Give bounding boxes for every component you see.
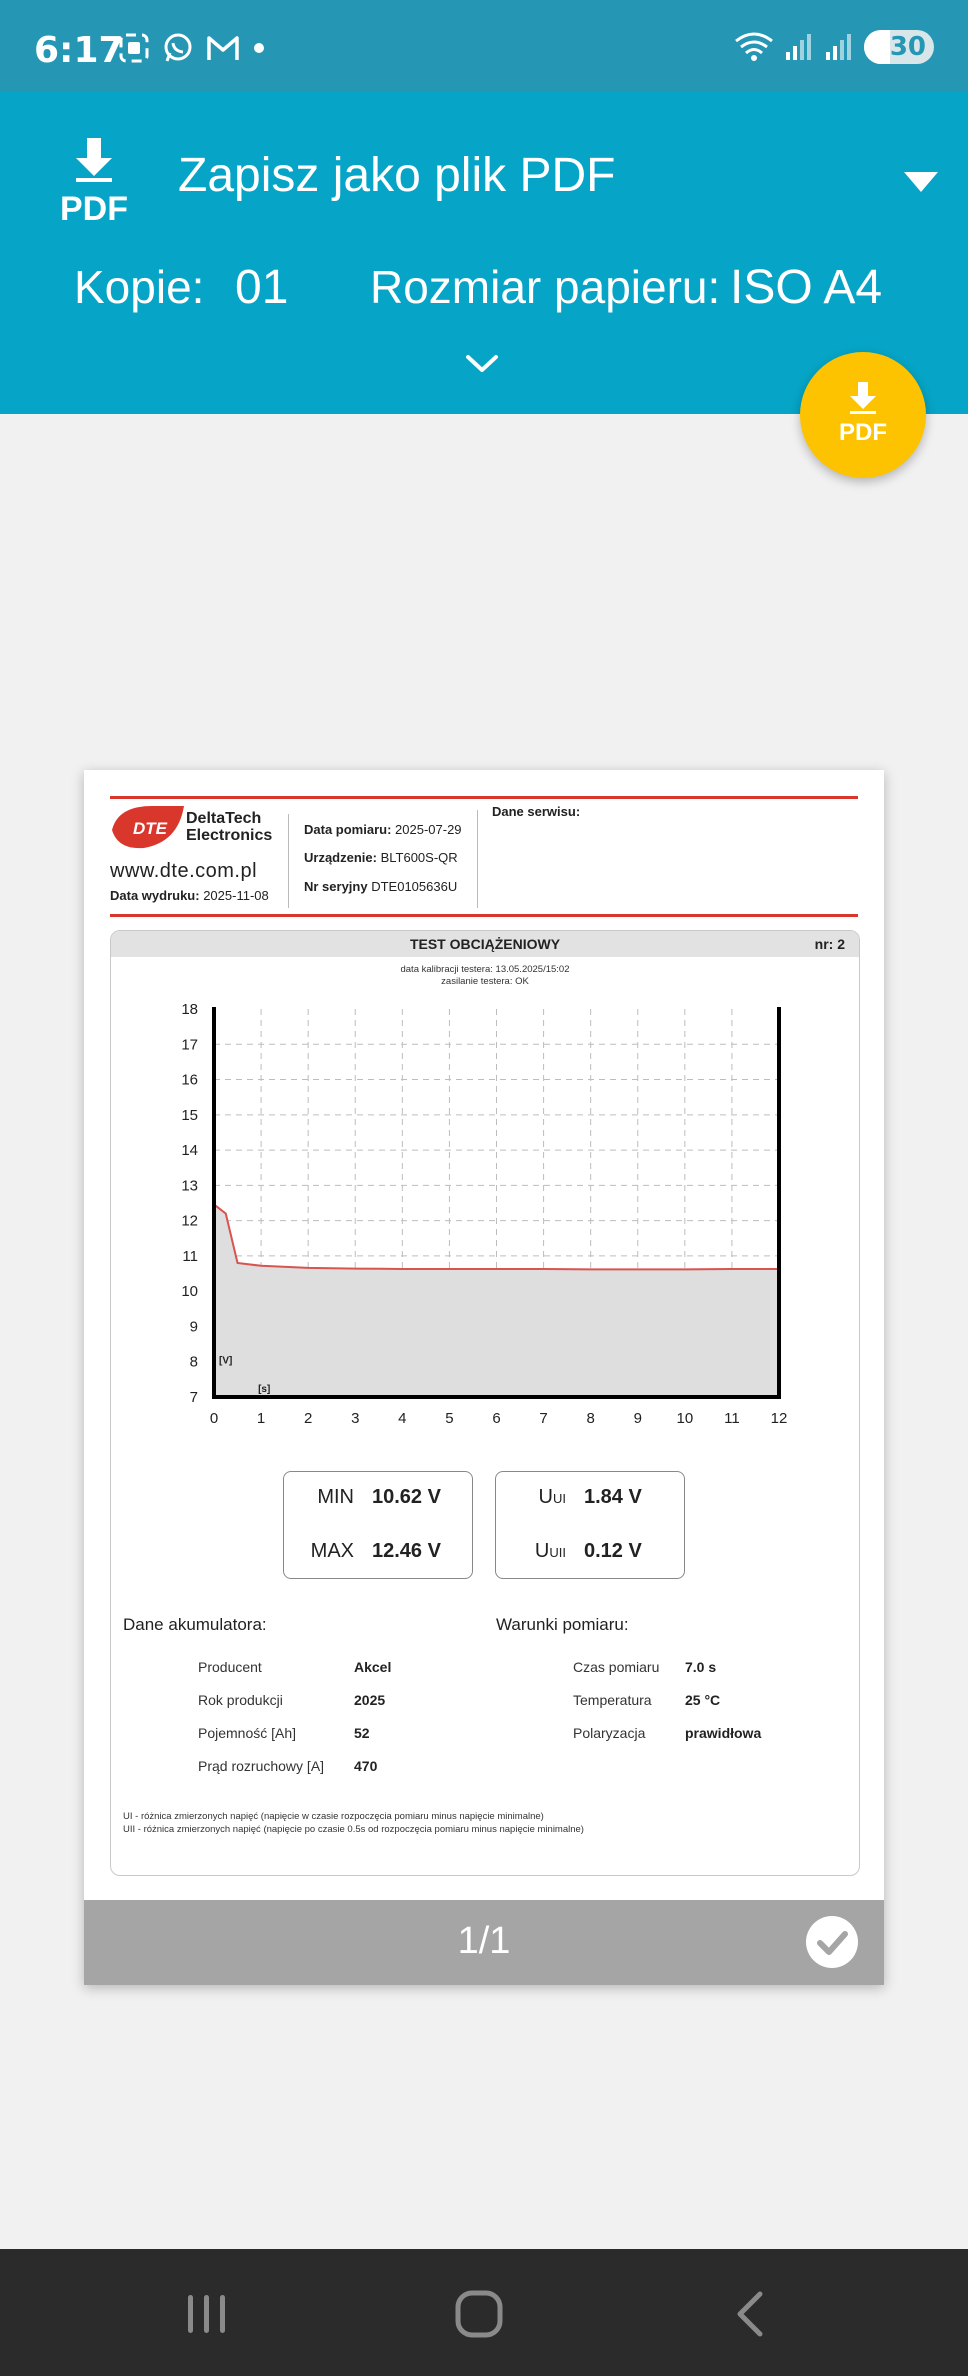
battery-field-row xyxy=(198,1725,498,1745)
battery-field-value: Akcel xyxy=(354,1659,392,1675)
load-test-panel xyxy=(110,930,860,1876)
series-line xyxy=(214,1204,779,1269)
uii-label: UUII xyxy=(534,1540,566,1562)
battery-field-row xyxy=(198,1758,498,1778)
x-tick-label: 10 xyxy=(676,1410,694,1427)
y-tick-label: 13 xyxy=(181,1177,198,1195)
y-tick-label: 17 xyxy=(181,1036,198,1054)
voltage-diff-box xyxy=(495,1471,685,1579)
page-preview[interactable] xyxy=(84,770,884,1985)
x-tick-label: 3 xyxy=(351,1410,360,1427)
y-tick-label: 14 xyxy=(181,1142,198,1160)
paper-size-label: Rozmiar papieru: xyxy=(370,261,721,313)
dot-icon xyxy=(252,41,266,55)
issue-date-label: Data wydruku: xyxy=(110,888,200,903)
condition-field-value: prawidłowa xyxy=(685,1725,762,1741)
expand-chevron-icon[interactable] xyxy=(465,354,499,374)
uii-subscript: UII xyxy=(549,1545,566,1560)
screenshot-icon xyxy=(118,32,150,64)
device xyxy=(304,850,458,865)
home-icon[interactable] xyxy=(454,2289,504,2339)
condition-field-row xyxy=(573,1692,860,1712)
logo-badge: DTE xyxy=(133,819,167,838)
x-tick-label: 0 xyxy=(209,1410,219,1427)
device-value: BLT600S-QR xyxy=(380,850,458,865)
navigation-bar xyxy=(0,2249,968,2376)
footnote-uii: UII - różnica zmierzonych napięć (napięcie po czasie 0.5s od rozpoczęcia pomiaru minus napięcie minimalne) xyxy=(123,1824,584,1835)
condition-field-key: Temperatura xyxy=(573,1692,652,1708)
gmail-icon xyxy=(206,34,240,62)
copies-value[interactable]: 01 xyxy=(235,261,289,314)
y-tick-label: 10 xyxy=(181,1283,198,1301)
x-tick-label: 2 xyxy=(303,1410,313,1427)
status-bar xyxy=(0,0,968,92)
save-pdf-button[interactable] xyxy=(800,352,926,478)
page-select-check[interactable] xyxy=(806,1916,858,1968)
conditions-title: Warunki pomiaru: xyxy=(496,1615,629,1634)
battery-field-row xyxy=(198,1659,498,1679)
dte-logo xyxy=(108,802,186,852)
y-tick-label: 9 xyxy=(189,1318,198,1336)
min-max-box xyxy=(283,1471,473,1579)
y-tick-label: 18 xyxy=(181,1001,198,1018)
back-icon[interactable] xyxy=(730,2289,770,2339)
x-tick-label: 7 xyxy=(539,1410,548,1427)
recent-apps-icon[interactable] xyxy=(184,2291,230,2337)
destination-selector[interactable]: Zapisz jako plik PDF xyxy=(178,149,616,202)
footnote-ui: UI - różnica zmierzonych napięć (napięcie w czasie rozpoczęcia pomiaru minus napięcie minimalne) xyxy=(123,1811,544,1822)
x-tick-label: 6 xyxy=(492,1410,501,1427)
condition-field-value: 7.0 s xyxy=(685,1659,717,1675)
x-tick-label: 1 xyxy=(256,1410,266,1427)
whatsapp-icon xyxy=(162,32,194,64)
clock: 6:17 xyxy=(34,30,124,71)
paper-size-value[interactable]: ISO A4 xyxy=(730,261,883,314)
test-title-bar xyxy=(111,931,859,957)
test-title: TEST OBCIĄŻENIOWY xyxy=(409,936,561,952)
min-label: MIN xyxy=(317,1486,354,1508)
dropdown-arrow-icon[interactable] xyxy=(904,172,938,192)
website: www.dte.com.pl xyxy=(110,860,258,882)
y-tick-label: 12 xyxy=(181,1212,198,1230)
max-value: 12.46 V xyxy=(372,1540,441,1562)
signal-icon xyxy=(784,32,814,62)
max-label: MAX xyxy=(310,1540,354,1562)
battery-field-key: Prąd rozruchowy [A] xyxy=(198,1758,325,1774)
battery-data-title: Dane akumulatora: xyxy=(123,1615,267,1634)
copies-label: Kopie: xyxy=(74,261,205,313)
serial-label: Nr seryjny xyxy=(304,879,368,894)
voltage-chart xyxy=(111,989,859,1459)
battery-field-key: Producent xyxy=(198,1659,262,1675)
y-tick-label: 7 xyxy=(189,1389,198,1406)
battery-field-value: 470 xyxy=(354,1758,378,1774)
battery-field-row xyxy=(198,1692,498,1712)
min-value: 10.62 V xyxy=(372,1486,441,1508)
pdf-file-icon xyxy=(56,136,132,226)
tester-power: zasilanie testera: OK xyxy=(441,976,529,987)
x-tick-label: 8 xyxy=(586,1410,595,1427)
ui-subscript: UI xyxy=(553,1491,566,1506)
company-name xyxy=(186,810,272,844)
condition-field-key: Czas pomiaru xyxy=(573,1659,660,1675)
company-name-line2: Electronics xyxy=(186,827,273,844)
page-indicator-bar xyxy=(84,1900,884,1985)
y-tick-label: 16 xyxy=(181,1071,198,1089)
page-number: 1/1 xyxy=(457,1920,511,1962)
serial-value: DTE0105636U xyxy=(371,879,458,894)
battery-icon xyxy=(864,30,934,64)
device-label: Urządzenie: xyxy=(304,850,377,865)
serial-number xyxy=(304,879,457,894)
uii-value: 0.12 V xyxy=(584,1540,642,1562)
x-tick-label: 5 xyxy=(445,1410,454,1427)
y-tick-label: 8 xyxy=(189,1353,198,1371)
x-tick-label: 4 xyxy=(398,1410,407,1427)
ui-label: UUI xyxy=(538,1486,566,1508)
condition-field-key: Polaryzacja xyxy=(573,1725,646,1741)
pdf-icon-label: PDF xyxy=(60,190,128,226)
x-tick-label: 9 xyxy=(633,1410,642,1427)
measurement-date xyxy=(304,822,462,837)
battery-field-value: 2025 xyxy=(354,1692,386,1708)
checkmark-icon xyxy=(806,1916,858,1968)
x-tick-label: 11 xyxy=(724,1410,740,1427)
measurement-date-label: Data pomiaru: xyxy=(304,822,392,837)
signal-icon-2 xyxy=(824,32,854,62)
battery-level: 30 xyxy=(889,32,926,62)
issue-date xyxy=(110,888,269,903)
y-tick-label: 15 xyxy=(181,1106,198,1124)
battery-field-value: 52 xyxy=(354,1725,370,1741)
x-tick-label: 12 xyxy=(770,1410,788,1427)
service-data-label: Dane serwisu: xyxy=(492,804,581,819)
download-pdf-icon xyxy=(800,352,926,478)
company-name-line1: DeltaTech xyxy=(186,810,262,827)
measurement-date-value: 2025-07-29 xyxy=(395,822,462,837)
test-number: nr: 2 xyxy=(814,936,845,952)
x-unit-label: [s] xyxy=(258,1384,271,1395)
fab-label: PDF xyxy=(839,419,887,446)
condition-field-value: 25 °C xyxy=(685,1692,721,1708)
calibration-date: data kalibracji testera: 13.05.2025/15:02 xyxy=(400,964,570,975)
ui-value: 1.84 V xyxy=(584,1486,642,1508)
wifi-icon xyxy=(734,31,774,63)
battery-field-key: Pojemność [Ah] xyxy=(198,1725,297,1741)
condition-field-row xyxy=(573,1659,860,1679)
condition-field-row xyxy=(573,1725,860,1745)
issue-date-value: 2025-11-08 xyxy=(203,888,269,903)
battery-field-key: Rok produkcji xyxy=(198,1692,283,1708)
y-unit-label: [V] xyxy=(219,1355,233,1367)
y-tick-label: 11 xyxy=(182,1247,198,1265)
